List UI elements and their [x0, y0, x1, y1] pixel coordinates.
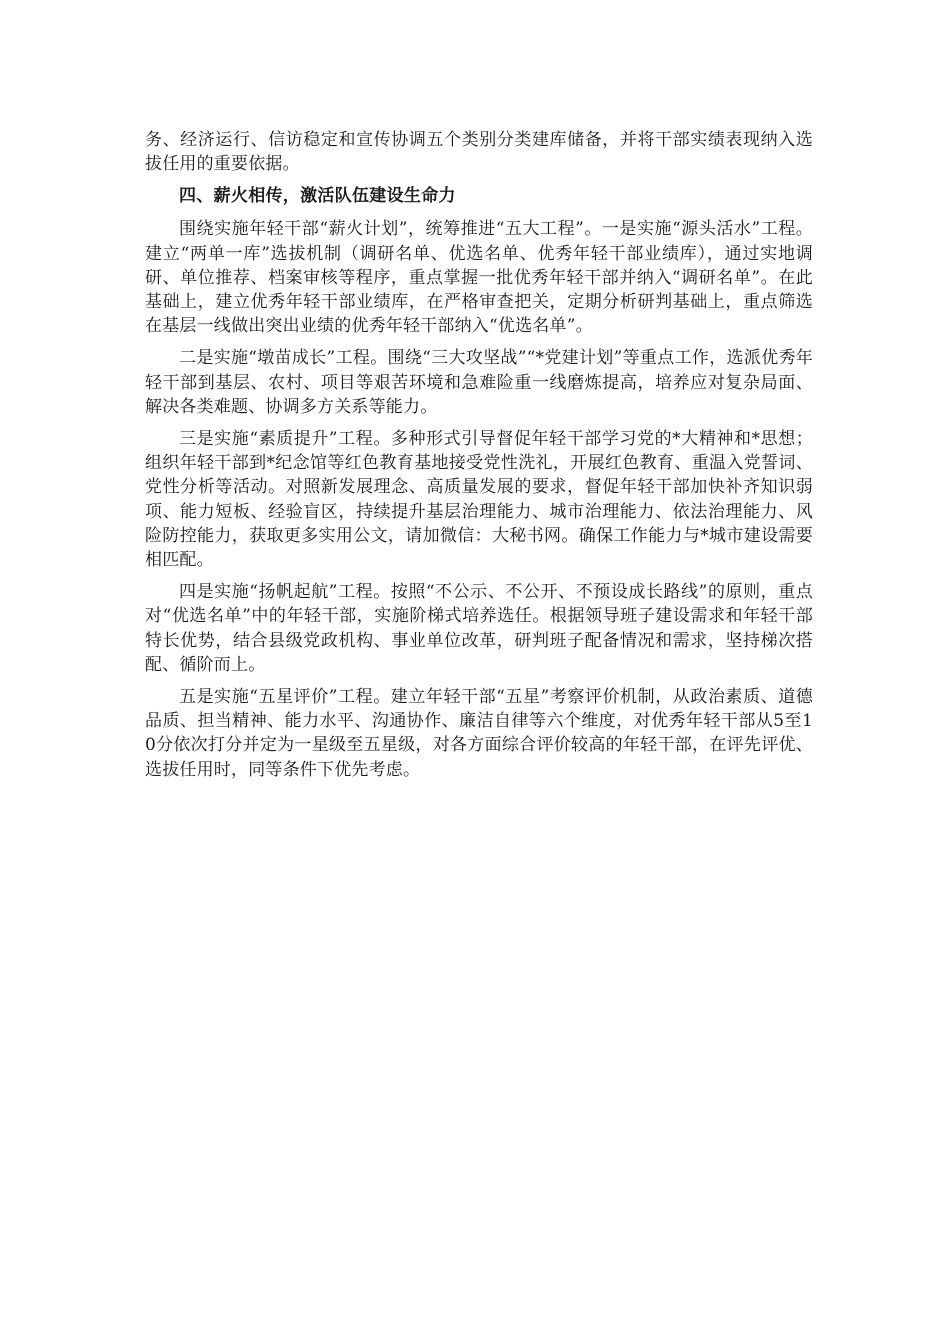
paragraph-talent-plan: 围绕实施年轻干部“薪火计划”，统筹推进“五大工程”。一是实施“源头活水”工程。建立“两单一库”选拔机制（调研名单、优选名单、优秀年轻干部业绩库），通过实地调研、单位推荐、档案审核等程序，重点掌握一批优秀年轻干部并纳入“调研名单”。在此基础上，建立优秀年轻干部业绩库，在严格审查把关，定期分析研判基础上，重点筛选在基层一线做出突出业绩的优秀年轻干部纳入“优选名单”。 [145, 219, 813, 337]
paragraph-quality-improvement: 三是实施“素质提升”工程。多种形式引导督促年轻干部学习党的*大精神和*思想；组织年轻干部到*纪念馆等红色教育基地接受党性洗礼，开展红色教育、重温入党誓词、党性分析等活动。对照新发展理念、高质量发展的要求，督促年轻干部加快补齐知识弱项、能力短板、经验盲区，持续提升基层治理能力、城市治理能力、依法治理能力、风险防控能力，获取更多实用公文，请加微信：大秘书网。确保工作能力与*城市建设需要相匹配。 [145, 429, 813, 571]
continuation-paragraph: 务、经济运行、信访稳定和宣传协调五个类别分类建库储备，并将干部实绩表现纳入选拔任用的重要依据。 [145, 130, 813, 175]
document-page [145, 128, 813, 790]
paragraph-seedling-growth: 二是实施“墩苗成长”工程。围绕“三大攻坚战”“*党建计划”等重点工作，选派优秀年轻干部到基层、农村、项目等艰苦环境和急难险重一线磨炼提高，培养应对复杂局面、解决各类难题、协调多方关系等能力。 [145, 348, 813, 417]
paragraph-set-sail: 四是实施“扬帆起航”工程。按照“不公示、不公开、不预设成长路线”的原则，重点对“优选名单”中的年轻干部，实施阶梯式培养选任。根据领导班子建设需求和年轻干部特长优势，结合县级党政机构、事业单位改革，研判班子配备情况和需求，坚持梯次搭配、循阶而上。 [145, 582, 813, 675]
paragraph-five-star-evaluation: 五是实施“五星评价”工程。建立年轻干部“五星”考察评价机制，从政治素质、道德品质、担当精神、能力水平、沟通协作、廉洁自律等六个维度，对优秀年轻干部从5至10分依次打分并定为一星级至五星级，对各方面综合评价较高的年轻干部，在评先评优、选拔任用时，同等条件下优先考虑。 [145, 687, 813, 780]
section-heading: 四、薪火相传，激活队伍建设生命力 [179, 186, 456, 207]
